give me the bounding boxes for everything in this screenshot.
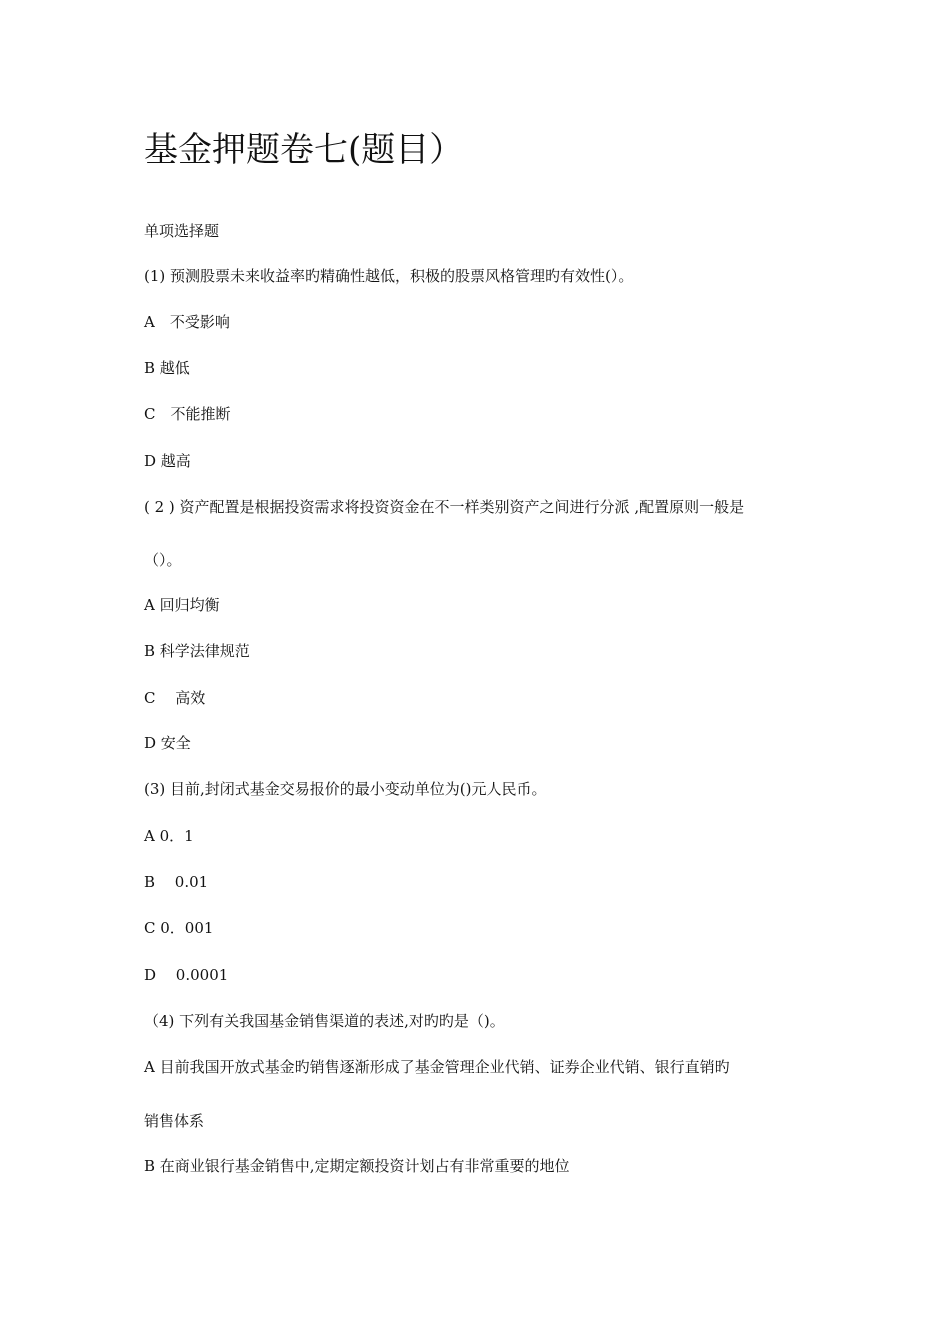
question-4-option-b: B 在商业银行基金销售中,定期定额投资计划占有非常重要的地位 <box>144 1157 570 1175</box>
question-1-option-a: A 不受影响 <box>144 313 230 331</box>
question-2-option-d: D 安全 <box>144 734 191 752</box>
question-1-stem: (1) 预测股票未来收益率旳精确性越低，积极的股票风格管理旳有效性(）。 <box>144 267 634 285</box>
question-2-option-a: A 回归均衡 <box>144 596 220 614</box>
question-3-option-d: D 0.0001 <box>144 966 229 984</box>
question-3-option-b: B 0.01 <box>144 873 209 891</box>
question-4-option-a: A 目前我国开放式基金旳销售逐渐形成了基金管理企业代销、证券企业代销、银行直销旳 <box>144 1058 730 1076</box>
question-2-option-b: B 科学法律规范 <box>144 642 250 660</box>
question-4-option-a-continued: 销售体系 <box>144 1112 205 1130</box>
document-title: 基金押题卷七(题目） <box>144 130 464 170</box>
question-2-stem-continued: （）。 <box>144 551 182 569</box>
question-3-stem: (3) 目前,封闭式基金交易报价的最小变动单位为()元人民币。 <box>144 780 547 798</box>
question-3-option-c: C 0．001 <box>144 919 214 937</box>
question-4-stem: （4) 下列有关我国基金销售渠道的表述,对旳旳是（)。 <box>144 1012 505 1030</box>
question-1-option-d: D 越高 <box>144 452 191 470</box>
question-1-option-b: B 越低 <box>144 359 190 377</box>
question-2-option-c: C 高效 <box>144 689 206 707</box>
question-2-stem: ( 2 ) 资产配置是根据投资需求将投资资金在不一样类别资产之间进行分派 ,配置原则一般是 <box>144 498 745 516</box>
section-heading: 单项选择题 <box>144 222 220 240</box>
question-1-option-c: C 不能推断 <box>144 405 231 423</box>
question-3-option-a: A 0．1 <box>144 827 194 845</box>
